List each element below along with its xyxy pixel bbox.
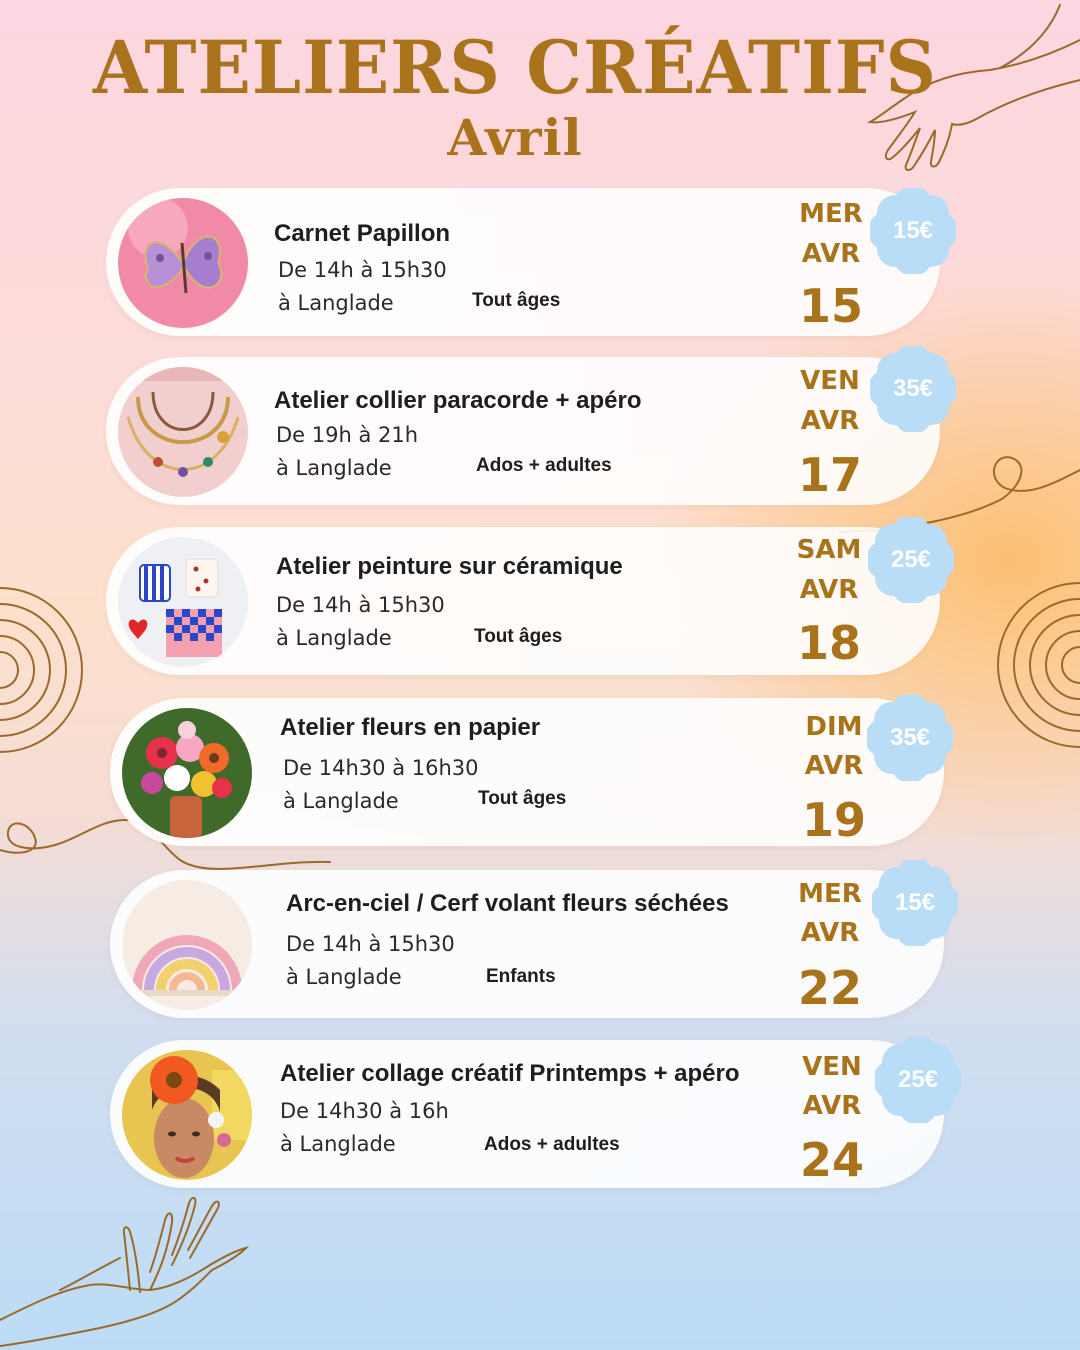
price-label: 25€ <box>897 1066 939 1093</box>
event-card <box>110 870 944 1018</box>
event-location: à Langlade <box>286 965 402 989</box>
event-card <box>106 357 940 505</box>
event-weekday: VEN <box>800 366 860 396</box>
event-audience: Ados + adultes <box>476 455 612 476</box>
event-card <box>110 698 944 846</box>
event-title: Atelier fleurs en papier <box>280 714 541 741</box>
spiral-left <box>0 588 82 752</box>
event-month: AVR <box>799 575 859 605</box>
price-badge <box>870 188 956 274</box>
event-audience: Ados + adultes <box>484 1134 620 1155</box>
event-audience: Enfants <box>486 966 556 987</box>
event-audience: Tout âges <box>478 788 567 809</box>
butterfly-notebook-image <box>118 198 248 328</box>
event-month: AVR <box>801 239 861 269</box>
event-time: De 14h à 15h30 <box>276 593 445 617</box>
event-title: Arc-en-ciel / Cerf volant fleurs séchées <box>286 890 729 917</box>
event-weekday: MER <box>798 879 862 909</box>
event-location: à Langlade <box>278 291 394 315</box>
price-label: 15€ <box>894 889 936 916</box>
paper-flowers-image <box>122 708 252 838</box>
event-card <box>106 188 940 336</box>
event-month: AVR <box>804 751 864 781</box>
event-month: AVR <box>802 1091 862 1121</box>
dried-flower-rainbow-image <box>122 880 252 1010</box>
event-time: De 14h30 à 16h30 <box>283 756 479 780</box>
page-subtitle: Avril <box>447 108 583 167</box>
event-time: De 14h à 15h30 <box>278 258 447 282</box>
event-title: Atelier collage créatif Printemps + apéro <box>280 1060 740 1087</box>
event-time: De 14h30 à 16h <box>280 1099 449 1123</box>
event-location: à Langlade <box>276 626 392 650</box>
event-month: AVR <box>800 406 860 436</box>
paracord-necklaces-image <box>118 367 248 497</box>
spring-collage-image <box>122 1050 252 1180</box>
event-day: 24 <box>799 1133 864 1187</box>
event-day: 15 <box>798 279 863 333</box>
event-audience: Tout âges <box>474 626 563 647</box>
event-location: à Langlade <box>276 456 392 480</box>
event-card <box>110 1040 944 1188</box>
price-label: 25€ <box>890 546 932 573</box>
event-location: à Langlade <box>283 789 399 813</box>
painted-ceramics-image <box>118 537 248 667</box>
event-weekday: MER <box>799 199 863 229</box>
page-title: ATELIERS CRÉATIFS <box>92 23 938 112</box>
hand-outline-bottom <box>0 1248 246 1346</box>
event-month: AVR <box>800 918 860 948</box>
event-day: 17 <box>797 448 862 502</box>
event-card <box>106 527 940 675</box>
event-weekday: VEN <box>802 1052 862 1082</box>
event-title: Carnet Papillon <box>274 220 451 247</box>
spiral-right <box>998 583 1080 747</box>
event-title: Atelier collier paracorde + apéro <box>274 387 642 414</box>
event-weekday: SAM <box>796 535 862 565</box>
price-label: 35€ <box>889 724 931 751</box>
price-badge <box>868 517 954 603</box>
price-label: 35€ <box>892 375 934 402</box>
event-time: De 19h à 21h <box>276 423 419 447</box>
price-badge <box>872 860 958 946</box>
event-day: 18 <box>796 616 861 670</box>
event-day: 22 <box>797 961 862 1015</box>
price-badge <box>867 695 953 781</box>
price-badge <box>875 1037 961 1123</box>
event-audience: Tout âges <box>472 290 561 311</box>
price-label: 15€ <box>892 217 934 244</box>
event-day: 19 <box>801 793 866 847</box>
event-weekday: DIM <box>805 712 863 742</box>
event-time: De 14h à 15h30 <box>286 932 455 956</box>
event-location: à Langlade <box>280 1132 396 1156</box>
event-title: Atelier peinture sur céramique <box>276 553 623 580</box>
price-badge <box>870 346 956 432</box>
